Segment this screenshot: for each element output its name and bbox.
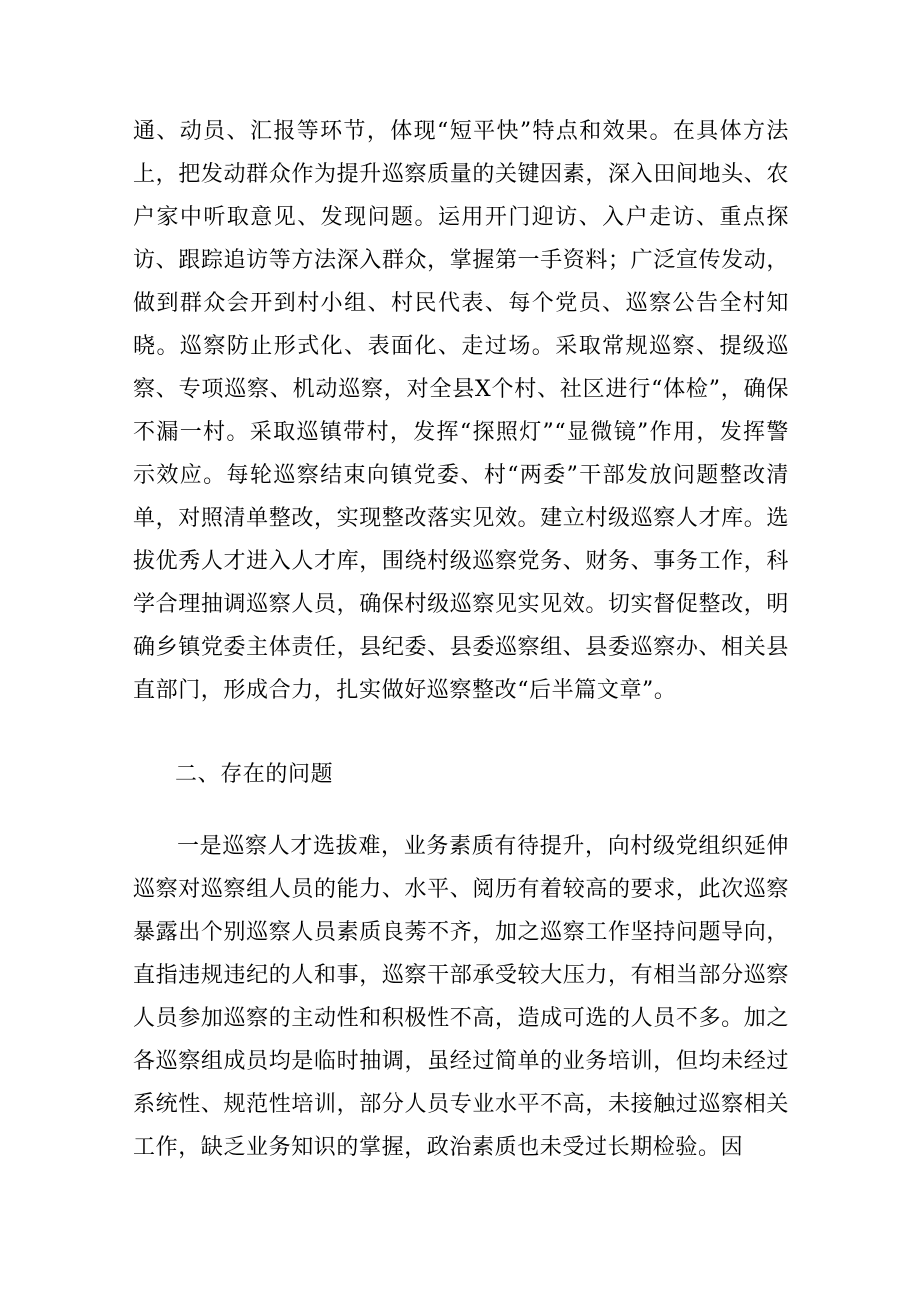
body-paragraph-problems: 一是巡察人才选拔难，业务素质有待提升，向村级党组织延伸巡察对巡察组人员的能力、水平、阅历有着较高的要求，此次巡察暴露出个别巡察人员素质良莠不齐，加之巡察工作坚持问题导向，直指违规违纪的人和事，巡察干部承受较大压力，有相当部分巡察人员参加巡察的主动性和积极性不高，造成可选的人员不多。加之各巡察组成员均是临时抽调，虽经过简单的业务培训，但均未经过系统性、规范性培训，部分人员专业水平不高，未接触过巡察相关工作，缺乏业务知识的掌握，政治素质也未受过长期检验。因 bbox=[133, 834, 789, 1160]
section-heading: 二、存在的问题 bbox=[175, 762, 334, 787]
body-paragraph-continued: 通、动员、汇报等环节，体现“短平快”特点和效果。在具体方法上，把发动群众作为提升巡察质量的关键因素，深入田间地头、农户家中听取意见、发现问题。运用开门迎访、入户走访、重点探访、跟踪追访等方法深入群众，掌握第一手资料；广泛宣传发动，做到群众会开到村小组、村民代表、每个党员、巡察公告全村知晓。巡察防止形式化、表面化、走过场。采取常规巡察、提级巡察、专项巡察、机动巡察，对全县X个村、社区进行“体检”，确保不漏一村。采取巡镇带村，发挥“探照灯”“显微镜”作用，发挥警示效应。每轮巡察结束向镇党委、村“两委”干部发放问题整改清单，对照清单整改，实现整改落实见效。建立村级巡察人才库。选拔优秀人才进入人才库，围绕村级巡察党务、财务、事务工作，科学合理抽调巡察人员，确保村级巡察见实见效。切实督促整改，明确乡镇党委主体责任，县纪委、县委巡察组、县委巡察办、相关县直部门，形成合力，扎实做好巡察整改“后半篇文章”。 bbox=[133, 119, 789, 703]
